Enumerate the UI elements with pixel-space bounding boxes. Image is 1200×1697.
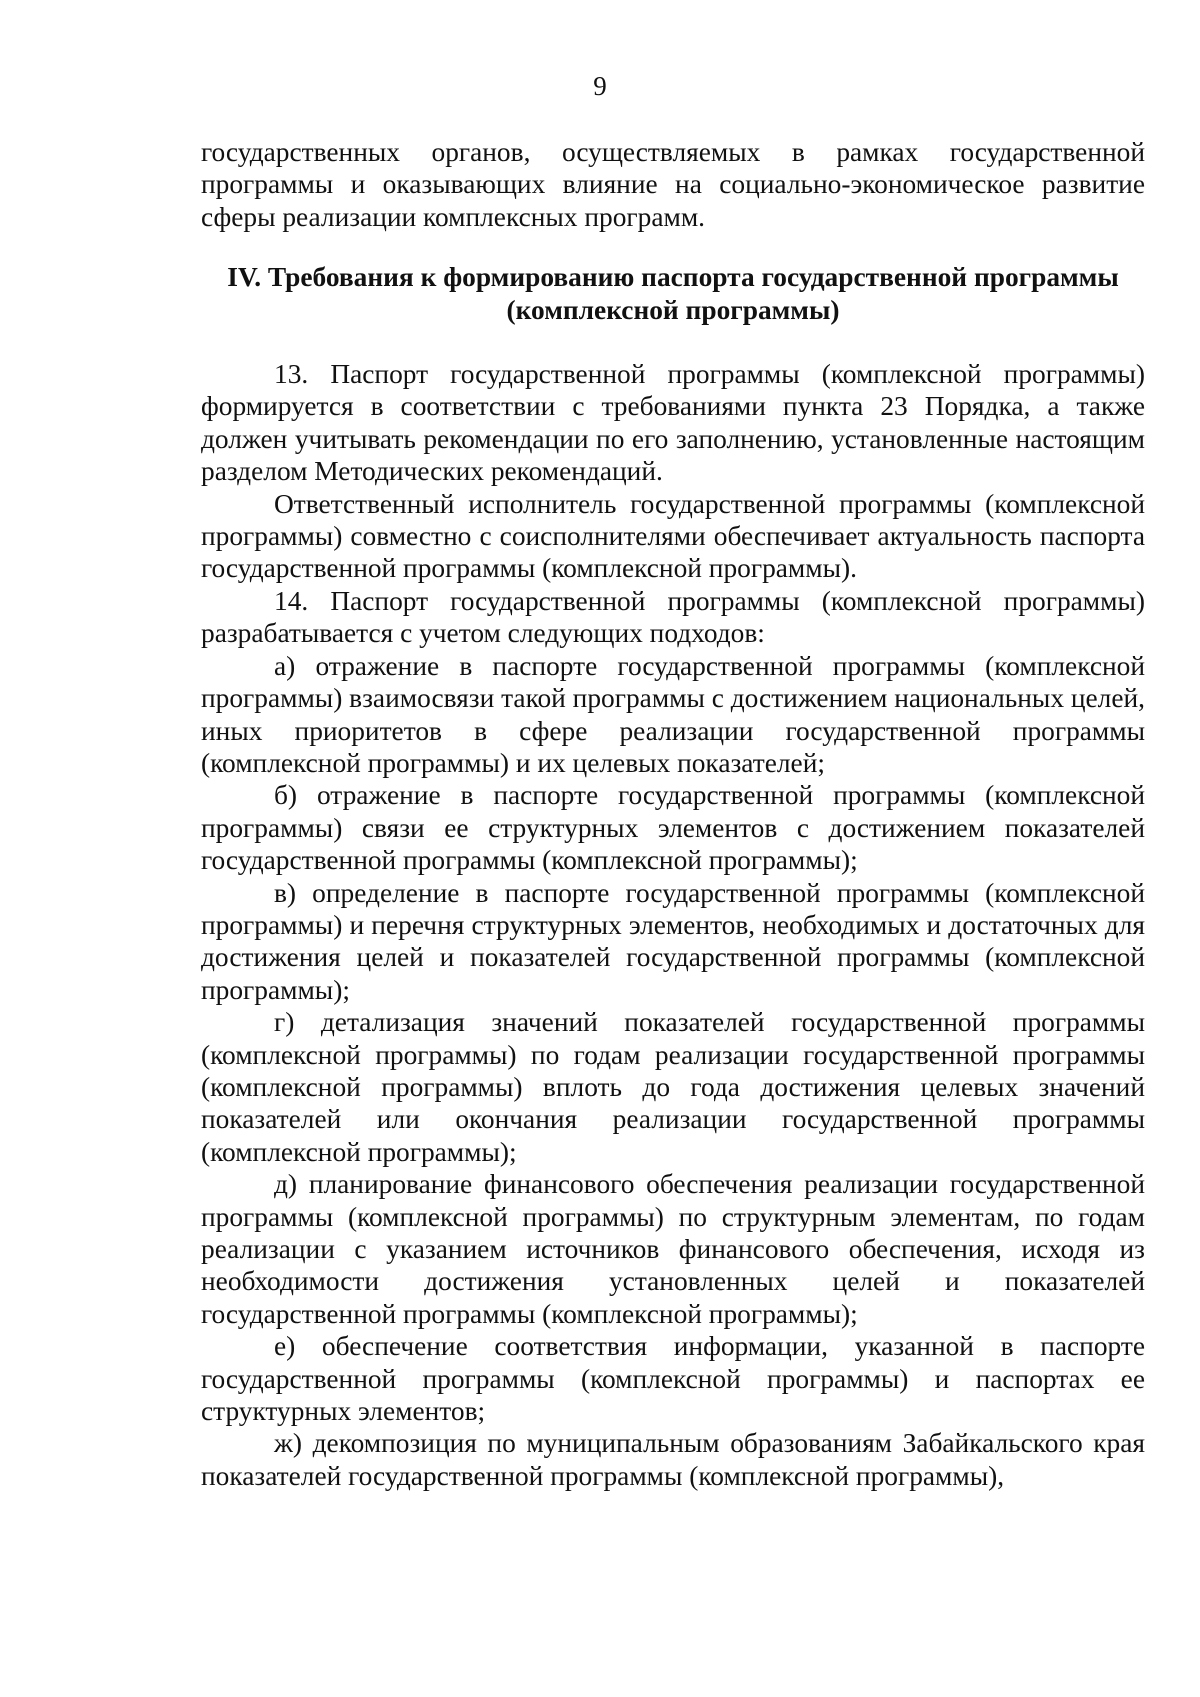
list-item-v: в) определение в паспорте государственной программы (комплексной программы) и перечня структурных элементов, необходимых и достаточных для достижения целей и показателей государственной программы (комплексной программы);	[201, 877, 1145, 1005]
document-body	[201, 136, 1145, 1492]
section-heading	[201, 261, 1145, 326]
list-item-e: е) обеспечение соответствия информации, указанной в паспорте государственной программы (комплексной программы) и паспортах ее структурных элементов;	[201, 1331, 1145, 1427]
paragraph-responsible-executor: Ответственный исполнитель государственной программы (комплексной программы) совместно с соисполнителями обеспечивает актуальность паспорта государственной программы (комплексной программы).	[201, 488, 1145, 584]
list-item-g: г) детализация значений показателей государственной программы (комплексной программы) по годам реализации государственной программы (комплексной программы) вплоть до года достижения целевых значений показателей или окончания реализации государственной программы (комплексной программы);	[201, 1007, 1145, 1167]
section-heading-line-2: (комплексной программы)	[506, 294, 840, 325]
list-item-a: а) отражение в паспорте государственной программы (комплексной программы) взаимосвязи такой программы с достижением национальных целей, иных приоритетов в сфере реализации государственной программы (комплексной программы) и их целевых показателей;	[201, 650, 1146, 778]
paragraph-13: 13. Паспорт государственной программы (комплексной программы) формируется в соответствии с требованиями пункта 23 Порядка, а также должен учитывать рекомендации по его заполнению, установленные настоящим разделом Методических рекомендаций.	[201, 359, 1145, 487]
page-number: 9	[593, 71, 607, 101]
list-item-d: д) планирование финансового обеспечения реализации государственной программы (комплексной программы) по структурным элементам, по годам реализации с указанием источников финансового обеспечения, исходя из необходимости достижения установленных целей и показателей государственной программы (комплексной программы);	[201, 1169, 1145, 1329]
paragraph-14: 14. Паспорт государственной программы (комплексной программы) разрабатывается с учетом следующих подходов:	[201, 585, 1145, 649]
list-item-b: б) отражение в паспорте государственной программы (комплексной программы) связи ее структурных элементов с достижением показателей государственной программы (комплексной программы);	[201, 780, 1145, 876]
continued-paragraph: государственных органов, осуществляемых в рамках государственной программы и оказывающих влияние на социально-экономическое развитие сферы реализации комплексных программ.	[201, 137, 1145, 232]
section-heading-line-1: IV. Требования к формированию паспорта государственной программы	[227, 262, 1119, 293]
list-item-zh: ж) декомпозиция по муниципальным образованиям Забайкальского края показателей государственной программы (комплексной программы),	[201, 1428, 1145, 1491]
